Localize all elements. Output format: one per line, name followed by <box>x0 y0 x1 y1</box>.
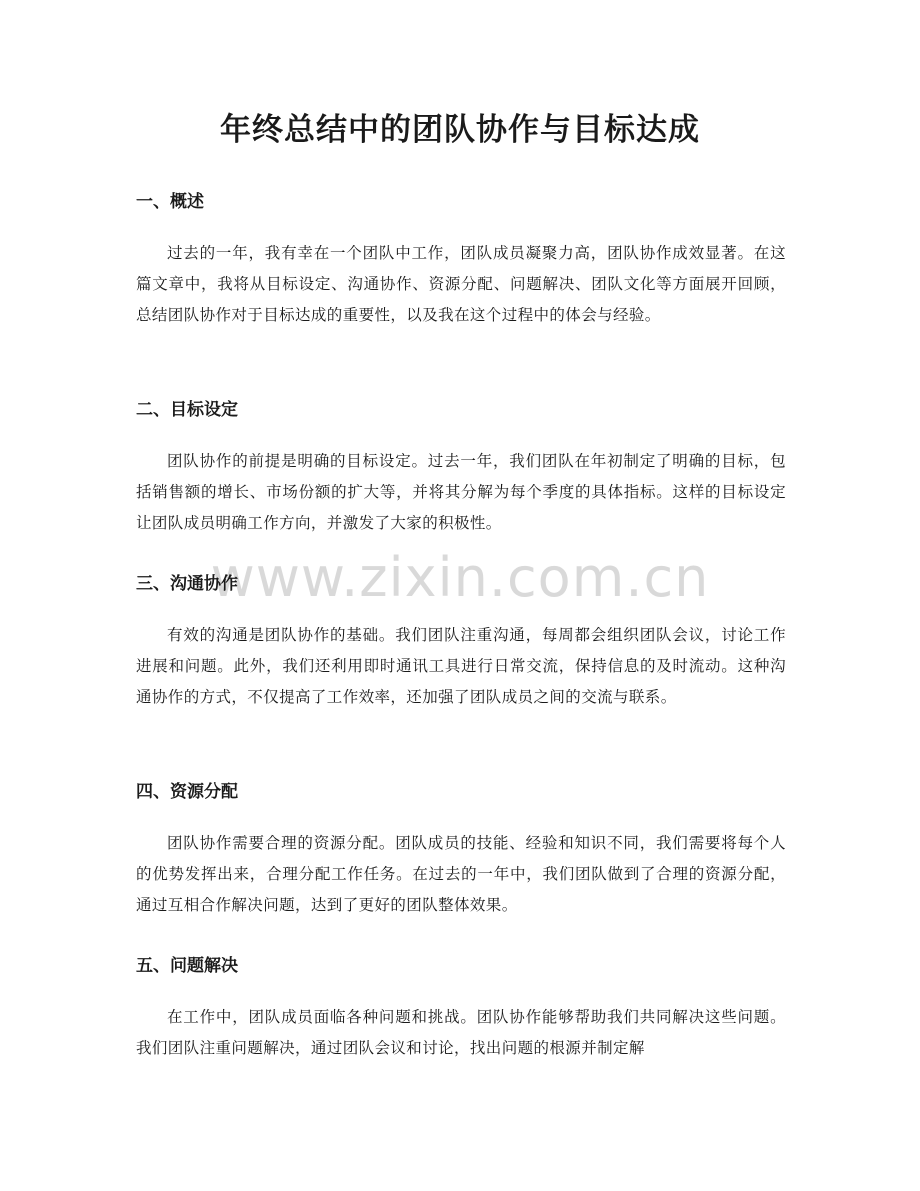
document-title: 年终总结中的团队协作与目标达成 <box>220 112 700 148</box>
section-goal-setting <box>136 398 786 539</box>
section-paragraph: 有效的沟通是团队协作的基础。我们团队注重沟通，每周都会组织团队会议，讨论工作进展和问题。此外，我们还利用即时通讯工具进行日常交流，保持信息的及时流动。这种沟通协作的方式，不仅提高了工作效率，还加强了团队成员之间的交流与联系。 <box>136 626 786 706</box>
section-problem-solving <box>136 954 786 1064</box>
section-heading: 五、问题解决 <box>136 956 238 976</box>
section-heading: 三、沟通协作 <box>136 574 238 594</box>
watermark: www.zixin.com.cn <box>210 546 710 609</box>
section-heading: 四、资源分配 <box>136 782 238 802</box>
section-heading: 一、概述 <box>136 192 204 212</box>
section-communication <box>136 572 786 713</box>
section-resource-allocation <box>136 780 786 921</box>
section-heading: 二、目标设定 <box>136 400 238 420</box>
section-overview <box>136 190 786 331</box>
section-paragraph: 在工作中，团队成员面临各种问题和挑战。团队协作能够帮助我们共同解决这些问题。我们团队注重问题解决，通过团队会议和讨论，找出问题的根源并制定解 <box>136 1008 786 1057</box>
section-paragraph: 团队协作的前提是明确的目标设定。过去一年，我们团队在年初制定了明确的目标，包括销售额的增长、市场份额的扩大等，并将其分解为每个季度的具体指标。这样的目标设定让团队成员明确工作方向，并激发了大家的积极性。 <box>136 452 786 532</box>
section-paragraph: 团队协作需要合理的资源分配。团队成员的技能、经验和知识不同，我们需要将每个人的优势发挥出来，合理分配工作任务。在过去的一年中，我们团队做到了合理的资源分配，通过互相合作解决问题，达到了更好的团队整体效果。 <box>136 834 786 914</box>
section-paragraph: 过去的一年，我有幸在一个团队中工作，团队成员凝聚力高，团队协作成效显著。在这篇文章中，我将从目标设定、沟通协作、资源分配、问题解决、团队文化等方面展开回顾，总结团队协作对于目标达成的重要性，以及我在这个过程中的体会与经验。 <box>136 244 786 324</box>
